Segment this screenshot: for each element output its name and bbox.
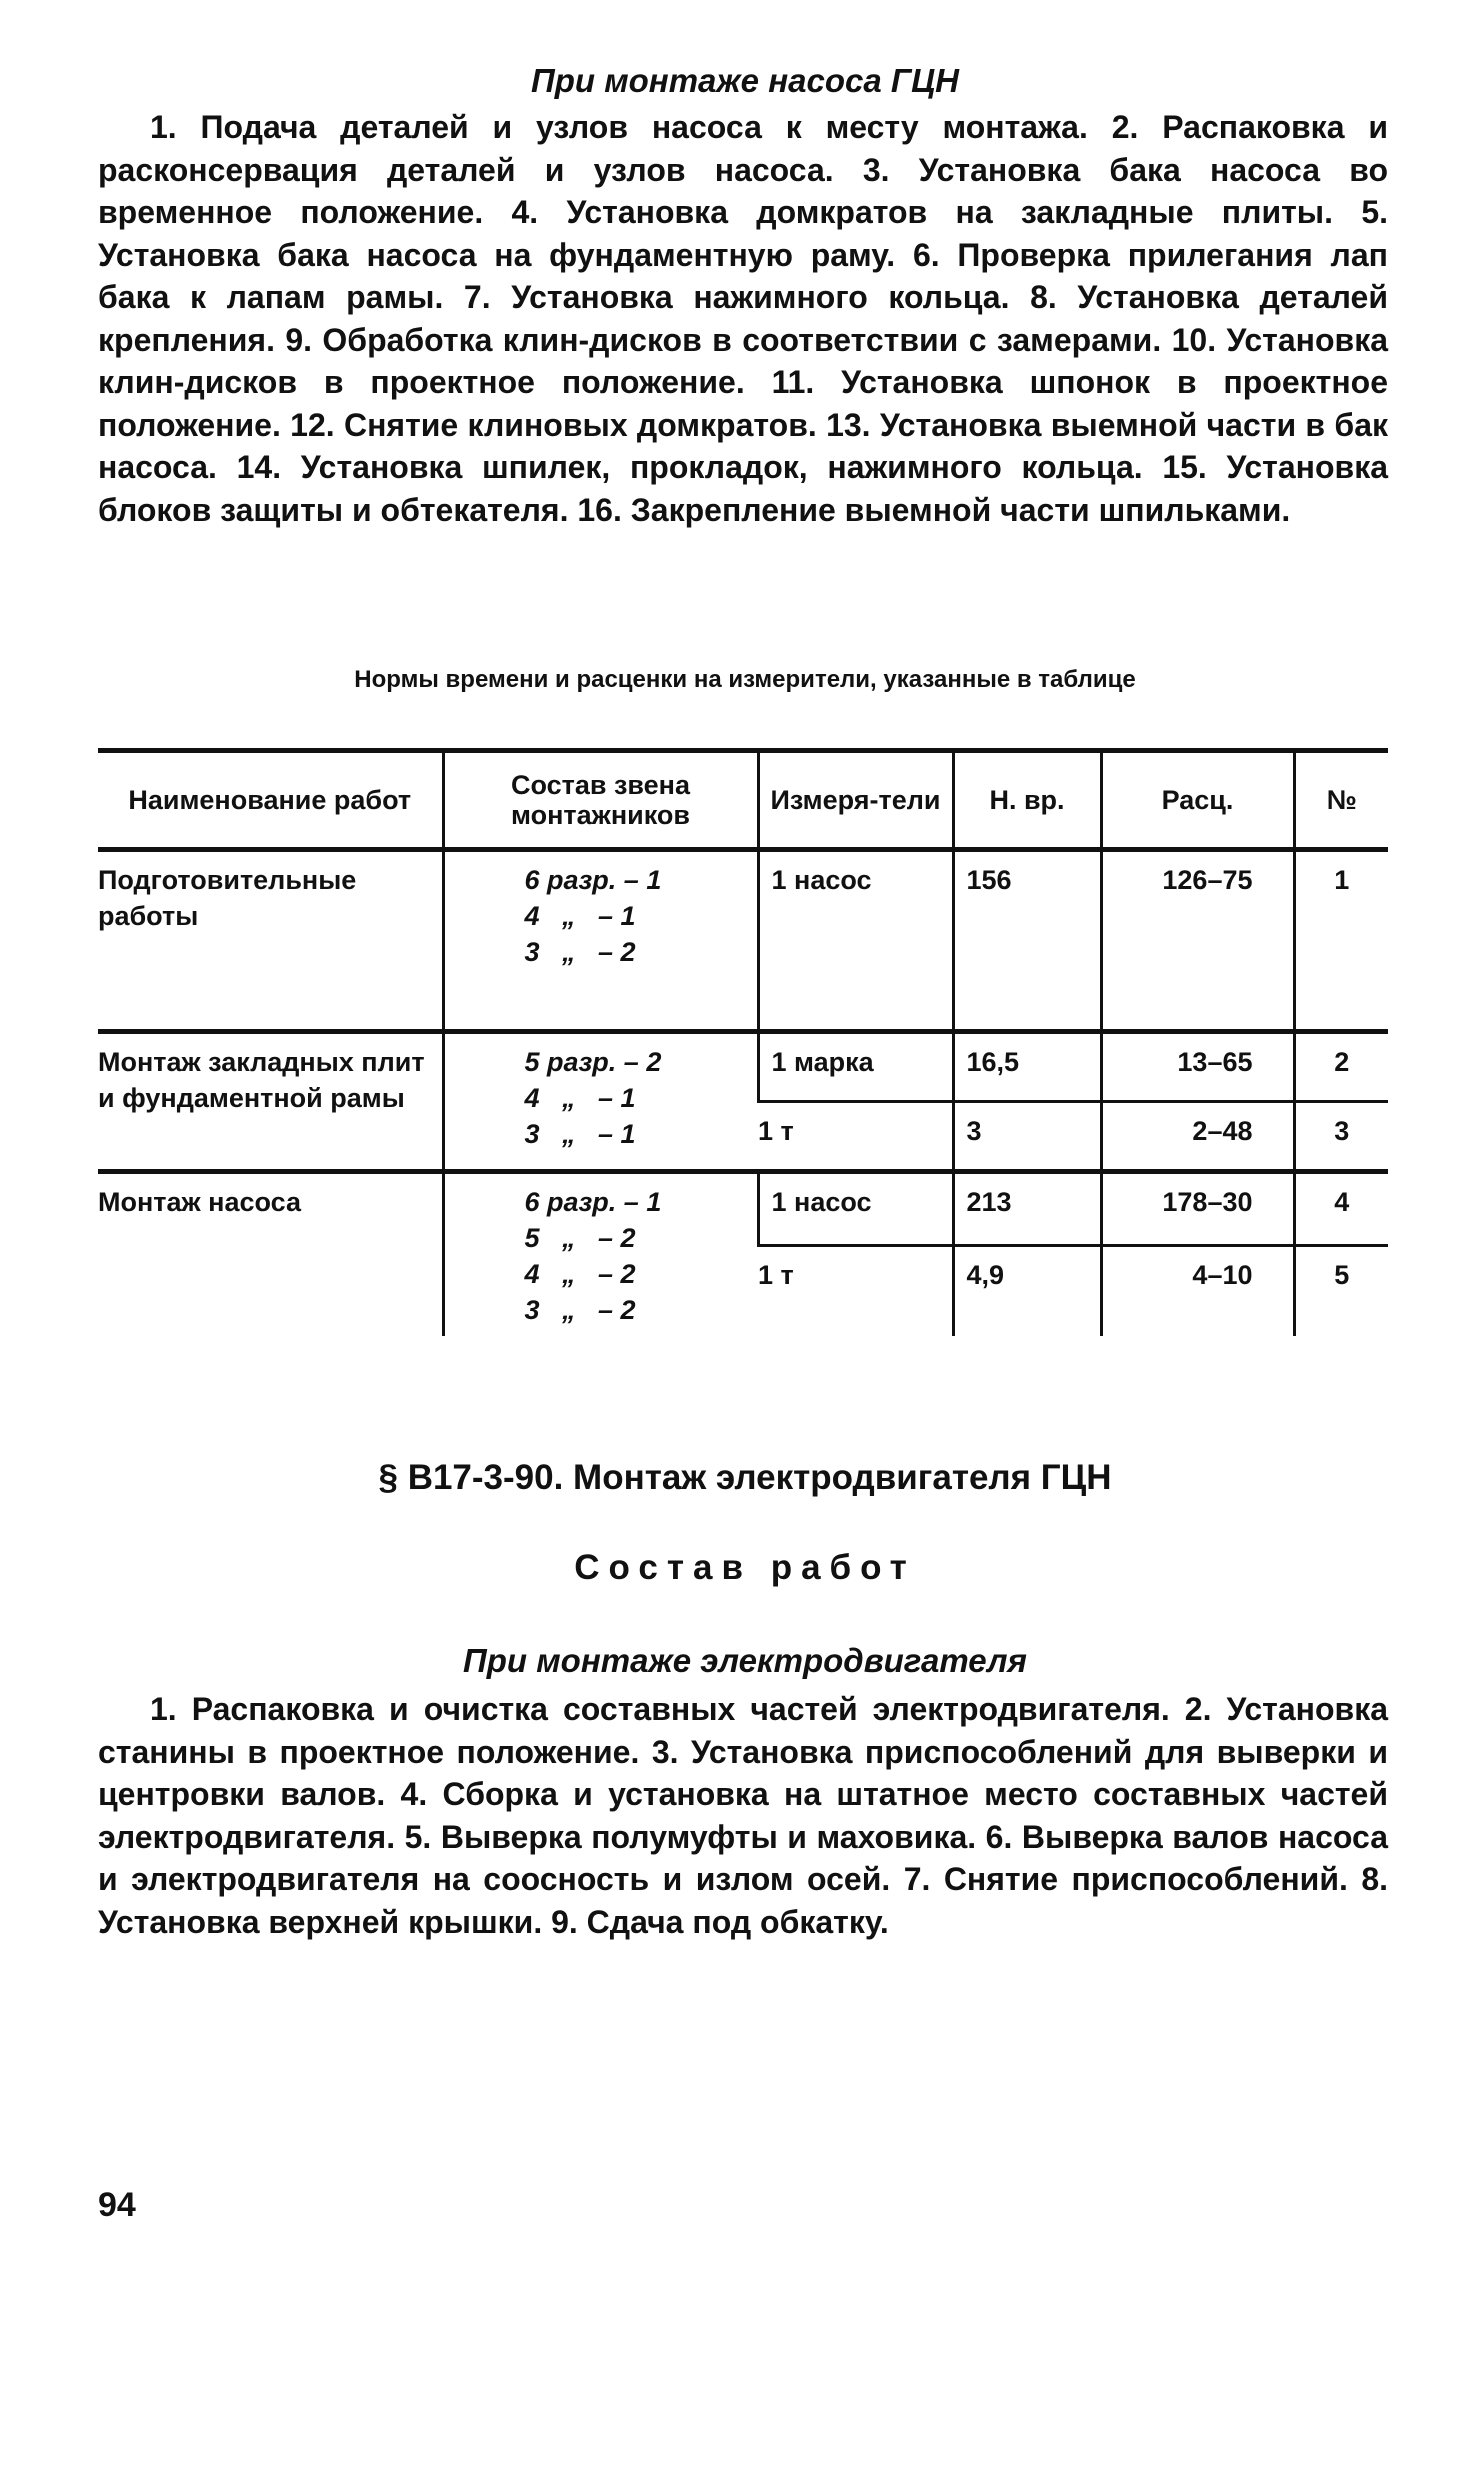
price-cell: 178–30 — [1101, 1172, 1294, 1246]
crew-composition — [443, 1032, 758, 1172]
price-cell: 126–75 — [1101, 850, 1294, 1032]
time-norm-cell: 213 — [953, 1172, 1101, 1246]
work-name: Монтаж закладных плит и фундаментной рамы — [98, 1032, 443, 1172]
page-number: 94 — [98, 2186, 136, 2224]
unit-cell: 1 марка — [758, 1032, 953, 1102]
crew-line: 6 разр. – 1 — [524, 865, 662, 895]
crew-composition — [443, 850, 758, 1032]
row-number-cell: 5 — [1294, 1245, 1388, 1336]
row-number-cell: 3 — [1294, 1102, 1388, 1172]
section-heading: Состав работ — [574, 1548, 916, 1587]
time-norm-cell: 16,5 — [953, 1032, 1101, 1102]
time-norm-cell: 3 — [953, 1102, 1101, 1172]
row-number-cell: 1 — [1294, 850, 1388, 1032]
table-row — [98, 850, 1388, 1032]
price-cell: 4–10 — [1101, 1245, 1294, 1336]
unit-cell: 1 т — [758, 1102, 953, 1172]
row-number-cell: 2 — [1294, 1032, 1388, 1102]
pump-work-steps: 1. Подача деталей и узлов насоса к месту монтажа. 2. Распаковка и расконсервация деталей и узлов насоса. 3. Установка бака насоса во временное положение. 4. Установка домкратов на закладные плиты. 5. Установка бака насоса на фундаментную раму. 6. Проверка прилегания лап бака к лапам рамы. 7. Установка нажимного кольца. 8. Установка деталей крепления. 9. Обработка клин-дисков в соответствии с замерами. 10. Установка клин-дисков в проектное положение. 11. Установка шпонок в проектное положение. 12. Снятие клиновых домкратов. 13. Установка выемной части в бак насоса. 14. Установка шпилек, прокладок, нажимного кольца. 15. Установка блоков защиты и обтекателя. 16. Закрепление выемной части шпильками. — [98, 109, 1388, 528]
header-crew: Состав звена монтажников — [443, 751, 758, 850]
crew-composition — [443, 1172, 758, 1337]
header-unit: Измеря-тели — [758, 751, 953, 850]
crew-line: 5 разр. – 2 — [524, 1047, 662, 1077]
work-name: Монтаж насоса — [98, 1172, 443, 1337]
table-caption: Нормы времени и расценки на измерители, указанные в таблице — [354, 666, 1136, 693]
motor-work-steps: 1. Распаковка и очистка составных частей электродвигателя. 2. Установка станины в проектное положение. 3. Установка приспособлений для выверки и центровки валов. 4. Сборка и установка на штатное место составных частей электродвигателя. 5. Выверка полумуфты и маховика. 6. Выверка валов насоса и электродвигателя на соосность и излом осей. 7. Снятие приспособлений. 8. Установка верхней крышки. 9. Сдача под обкатку. — [98, 1691, 1388, 1940]
crew-line: 3 „ – 1 — [524, 1119, 636, 1149]
row-number-cell: 4 — [1294, 1172, 1388, 1246]
header-time: Н. вр. — [953, 751, 1101, 850]
table-header-row — [98, 751, 1388, 850]
header-price: Расц. — [1101, 751, 1294, 850]
price-cell: 13–65 — [1101, 1032, 1294, 1102]
motor-subtitle: При монтаже электродвигателя — [463, 1642, 1027, 1679]
time-norm-cell: 156 — [953, 850, 1101, 1032]
section-title: § В17-3-90. Монтаж электродвигателя ГЦН — [378, 1458, 1112, 1497]
time-norm-cell: 4,9 — [953, 1245, 1101, 1336]
crew-line: 6 разр. – 1 — [524, 1187, 662, 1217]
crew-line: 4 „ – 1 — [524, 1083, 636, 1113]
crew-line: 4 „ – 1 — [524, 901, 636, 931]
pump-subtitle: При монтаже насоса ГЦН — [530, 62, 960, 99]
unit-cell: 1 насос — [758, 1172, 953, 1246]
crew-line: 4 „ – 2 — [524, 1259, 636, 1289]
norms-table — [98, 748, 1388, 1336]
header-no: № — [1294, 751, 1388, 850]
unit-cell: 1 насос — [758, 850, 953, 1032]
table-row — [98, 1172, 1388, 1246]
crew-line: 3 „ – 2 — [524, 937, 636, 967]
table-row — [98, 1032, 1388, 1102]
work-name: Подготовительные работы — [98, 850, 443, 1032]
crew-line: 5 „ – 2 — [524, 1223, 636, 1253]
unit-cell: 1 т — [758, 1245, 953, 1336]
header-work: Наименование работ — [98, 751, 443, 850]
price-cell: 2–48 — [1101, 1102, 1294, 1172]
crew-line: 3 „ – 2 — [524, 1295, 636, 1325]
